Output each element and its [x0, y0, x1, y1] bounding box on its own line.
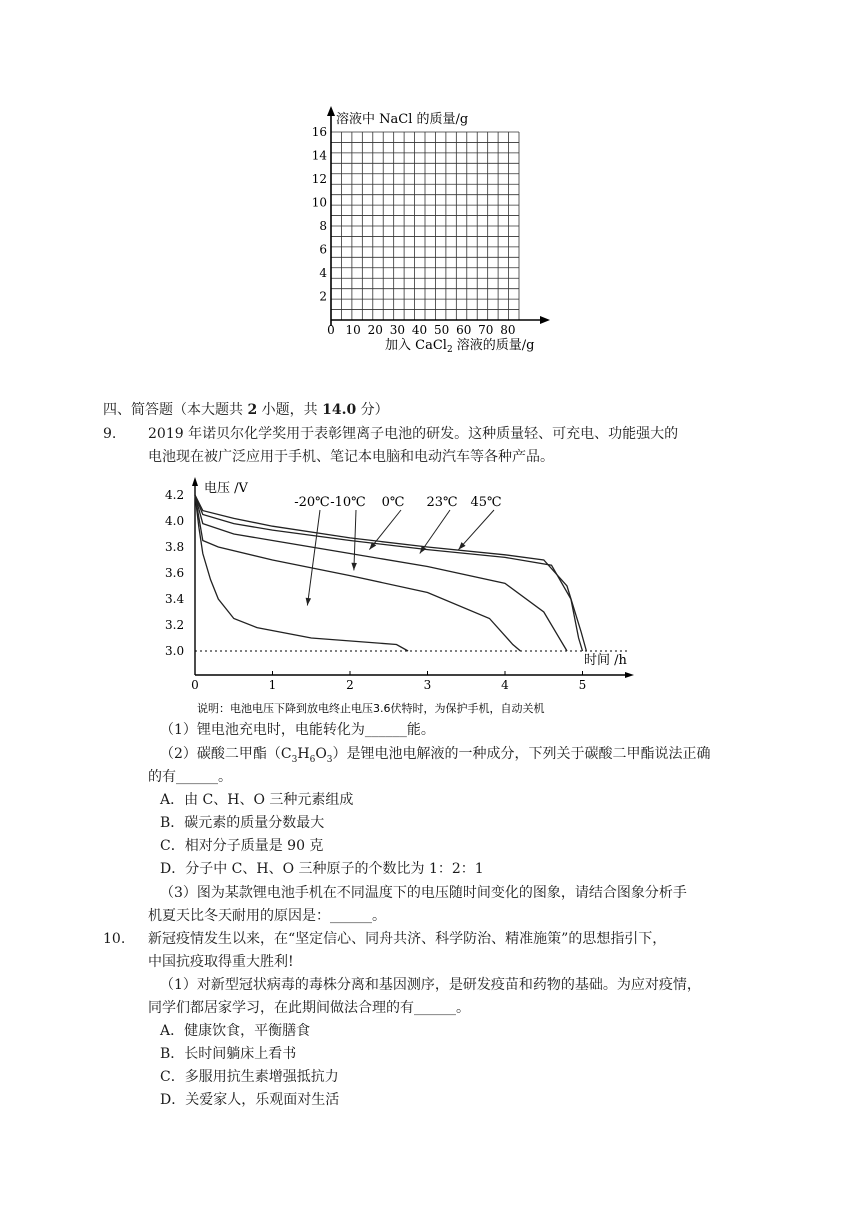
chart-series-label: 45℃ — [470, 495, 502, 510]
chart-series-line — [195, 495, 567, 651]
chart-leader-line — [307, 510, 320, 606]
q10-option-d: D．关爱家人，乐观面对生活 — [160, 1092, 340, 1108]
chart-y-arrow — [192, 477, 198, 486]
q9-part2-line1: （2）碳酸二甲酯$(C_3H_6O_3)$是锂电池电解液的一种成分，下列关于碳酸二甲酯说法正确 — [160, 746, 711, 765]
chart-x-tick-label: 0 — [191, 678, 199, 692]
grid-x-tick-label: 40 — [411, 323, 428, 337]
chart-x-ticks — [191, 671, 586, 692]
chart-series-line — [195, 495, 586, 651]
grid-y-tick-label: 14 — [311, 148, 327, 163]
section-heading: 四、简答题（本大题共 2 小题，共 14.0 分） — [103, 402, 389, 418]
grid-y-tick-label: 2 — [319, 289, 327, 304]
x-axis-arrow — [540, 316, 550, 324]
q9-option-c: C．相对分子质量是 90 克 — [160, 838, 324, 854]
q9-part3-line2: 机夏天比冬天耐用的原因是：______。 — [148, 908, 386, 924]
chart-x-tick-label: 1 — [268, 678, 277, 692]
chart-x-arrow — [625, 672, 634, 678]
chart-leader-arrow — [351, 563, 356, 571]
chart-y-tick-label: 3.2 — [165, 618, 185, 632]
q10-stem-line2: 中国抗疫取得重大胜利! — [148, 954, 294, 970]
nacl-grid-chart — [300, 100, 570, 360]
grid-x-tick-label: 70 — [478, 323, 494, 337]
q9-part1: （1）锂电池充电时，电能转化为______能。 — [160, 722, 435, 738]
chart-y-ticks — [165, 488, 184, 658]
q10-option-c: C．多服用抗生素增强抵抗力 — [160, 1069, 339, 1085]
x-axis-label: 加入 CaCl$_2$ 溶液的质量/g — [385, 338, 535, 355]
grid-y-tick-label: 6 — [319, 242, 327, 257]
grid-x-tick-label: 60 — [456, 323, 472, 337]
chart-series-line — [195, 495, 521, 651]
chart-y-tick-label: 4.2 — [165, 488, 185, 502]
chart-leader-line — [420, 510, 450, 554]
chart-leader-line — [459, 510, 495, 550]
chart-series-label: 23℃ — [426, 495, 458, 510]
y-axis-arrow — [327, 106, 335, 116]
chart-y-label: 电压 /V — [204, 481, 248, 496]
chart-leader-arrow — [306, 598, 311, 606]
battery-voltage-chart — [160, 473, 640, 723]
chart-x-tick-label: 2 — [346, 678, 354, 692]
grid-y-ticks — [312, 125, 328, 304]
grid-y-tick-label: 10 — [311, 195, 327, 210]
grid-y-tick-label: 12 — [311, 172, 327, 186]
grid-y-tick-label: 16 — [311, 125, 327, 139]
chart-caption: 说明：电池电压下降到放电终止电压3.6伏特时，为保护手机，自动关机 — [197, 702, 545, 715]
q9-option-d: D．分子中 C、H、O 三种原子的个数比为 1：2：1 — [160, 861, 484, 877]
q10-part1-line2: 同学们都居家学习，在此期间做法合理的有______。 — [148, 1000, 470, 1016]
chart-series-line — [195, 495, 408, 651]
chart-series-label: -10℃ — [330, 495, 366, 510]
chart-axes — [192, 477, 634, 678]
q9-part3-line1: （3）图为某款锂电池手机在不同温度下的电压随时间变化的图象，请结合图象分析手 — [160, 885, 687, 901]
grid-x-tick-label: 30 — [389, 323, 405, 337]
chart-y-tick-label: 3.4 — [165, 592, 185, 606]
q9-stem-line1: 2019 年诺贝尔化学奖用于表彰锂离子电池的研发。这种质量轻、可充电、功能强大的 — [148, 426, 679, 442]
chart-x-tick-label: 5 — [578, 678, 587, 692]
chart-series — [195, 495, 586, 651]
q9-number: 9. — [103, 426, 117, 442]
y-axis-label: 溶液中 NaCl 的质量/g — [336, 112, 469, 127]
chart-series-labels — [294, 495, 501, 606]
chart-series-label: 0℃ — [381, 495, 405, 510]
q10-part1-line1: （1）对新型冠状病毒的毒株分离和基因测序，是研发疫苗和药物的基础。为应对疫情， — [160, 977, 701, 993]
chart-series-label: -20℃ — [294, 495, 330, 510]
q9-option-b: B．碳元素的质量分数最大 — [160, 815, 325, 831]
chart-y-tick-label: 3.0 — [165, 644, 185, 658]
grid-x-tick-label: 80 — [500, 323, 516, 337]
grid-lines — [331, 132, 519, 320]
q9-option-a: A．由 C、H、O 三种元素组成 — [160, 792, 354, 808]
chart-y-tick-label: 3.6 — [165, 566, 185, 580]
q10-number: 10. — [103, 931, 126, 947]
q10-option-b: B．长时间躺床上看书 — [160, 1046, 297, 1062]
chart-y-tick-label: 4.0 — [165, 514, 185, 528]
grid-y-tick-label: 8 — [319, 219, 327, 233]
q10-option-a: A．健康饮食，平衡膳食 — [160, 1023, 311, 1039]
grid-x-tick-label: 20 — [367, 323, 383, 337]
grid-x-ticks — [327, 323, 515, 337]
q10-stem-line1: 新冠疫情发生以来，在“坚定信心、同舟共济、科学防治、精准施策”的思想指引下， — [148, 931, 667, 947]
chart-series-line — [195, 495, 583, 651]
q9-stem-line2: 电池现在被广泛应用于手机、笔记本电脑和电动汽车等各种产品。 — [148, 449, 554, 465]
chart-y-tick-label: 3.8 — [165, 540, 185, 554]
chart-x-tick-label: 4 — [501, 678, 509, 692]
grid-x-tick-label: 10 — [345, 323, 361, 337]
chart-leader-line — [354, 510, 356, 570]
chart-x-tick-label: 3 — [423, 678, 432, 692]
grid-x-tick-label: 50 — [433, 323, 450, 337]
chart-x-label: 时间 /h — [584, 653, 627, 668]
q9-part2-line2: 的有______。 — [148, 769, 232, 785]
grid-y-tick-label: 4 — [319, 266, 327, 280]
grid-x-tick-label: 0 — [327, 323, 335, 337]
